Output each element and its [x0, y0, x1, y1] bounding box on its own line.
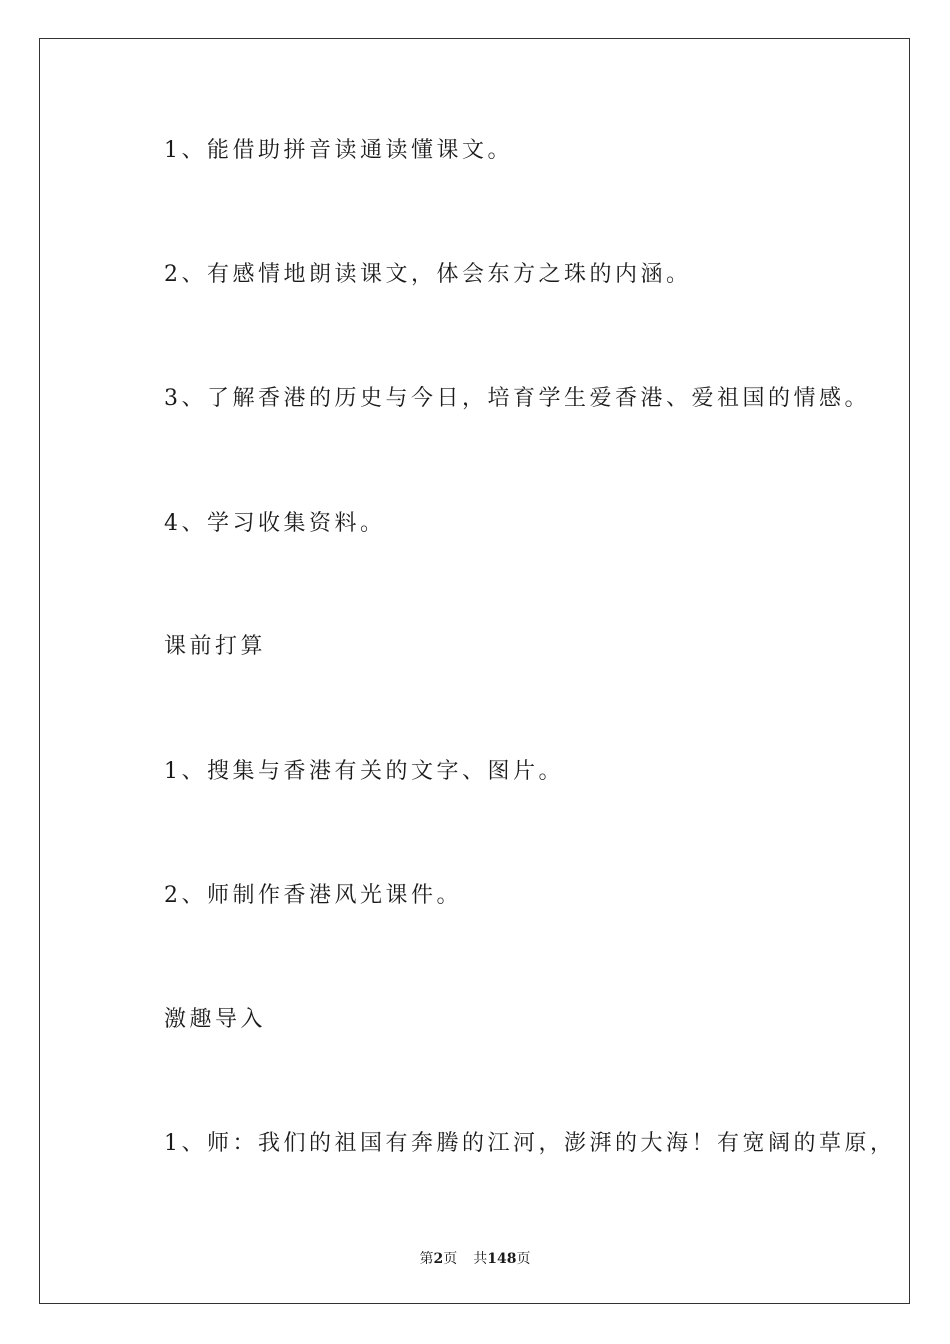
total-pages: 148: [487, 1251, 517, 1267]
page-border: [39, 38, 910, 1304]
objective-3: 3、了解香港的历史与今日，培育学生爱香港、爱祖国的情感。: [164, 386, 870, 411]
page-prefix: 第: [419, 1251, 434, 1267]
preparation-2: 2、师制作香港风光课件。: [164, 883, 462, 908]
objective-1: 1、能借助拼音读通读懂课文。: [164, 138, 513, 163]
page-suffix: 页: [443, 1251, 458, 1267]
preparation-1: 1、搜集与香港有关的文字、图片。: [164, 759, 564, 784]
page-footer: [0, 1248, 950, 1268]
introduction-1: 1、师：我们的祖国有奔腾的江河，澎湃的大海！有宽阔的草原，: [164, 1131, 896, 1156]
section-heading-introduction: 激趣导入: [164, 1007, 267, 1032]
page-number: 2: [433, 1251, 444, 1267]
total-suffix: 页: [516, 1251, 531, 1267]
section-heading-preparation: 课前打算: [164, 634, 267, 659]
objective-2: 2、有感情地朗读课文，体会东方之珠的内涵。: [164, 262, 692, 287]
total-prefix: 共: [473, 1251, 488, 1267]
objective-4: 4、学习收集资料。: [164, 511, 386, 536]
